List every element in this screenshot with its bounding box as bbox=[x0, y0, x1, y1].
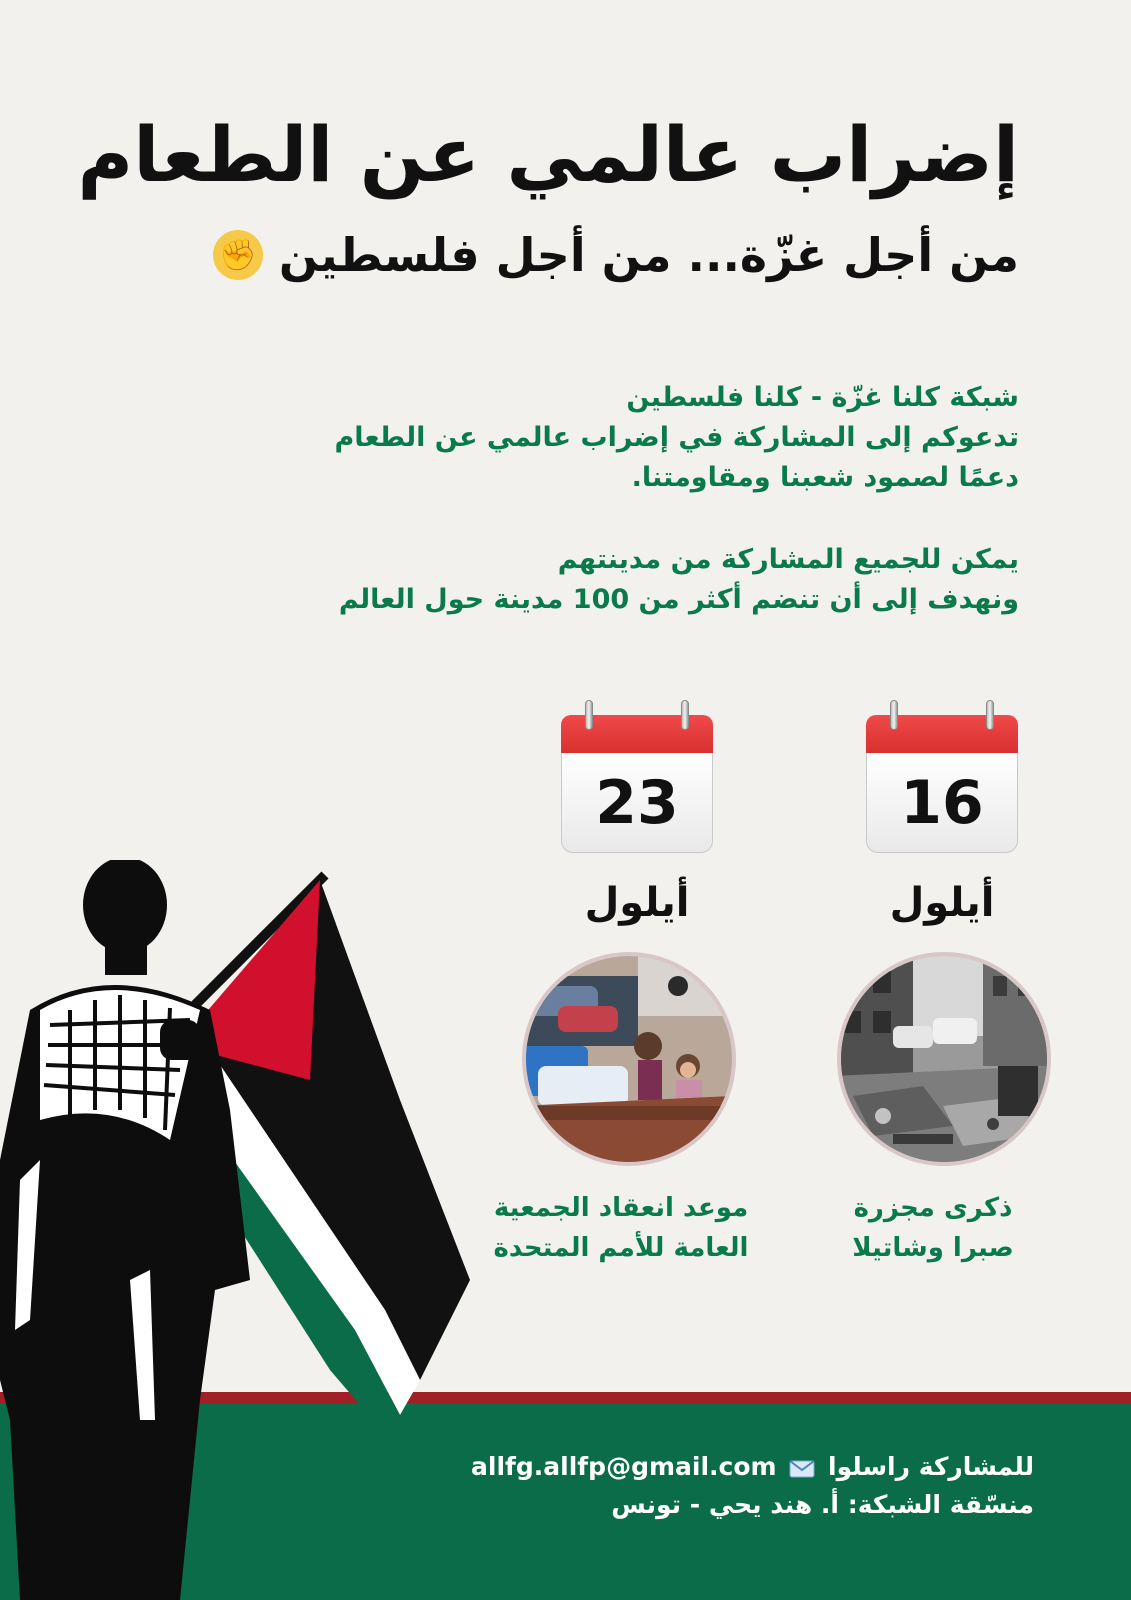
invitation-line: دعمًا لصمود شعبنا ومقاومتنا. bbox=[631, 462, 1019, 493]
invitation-line: شبكة كلنا غزّة - كلنا فلسطين bbox=[626, 382, 1019, 413]
calendar-ring bbox=[585, 700, 593, 730]
event-caption bbox=[838, 1188, 1028, 1268]
calendar-day: 23 bbox=[561, 753, 713, 853]
contact-line bbox=[471, 1448, 1034, 1486]
invitation-line: تدعوكم إلى المشاركة في إضراب عالمي عن الطعام bbox=[334, 422, 1019, 453]
participation-line: يمكن للجميع المشاركة من مدينتهم bbox=[557, 544, 1019, 575]
calendar-icon bbox=[561, 700, 713, 860]
calendar-ring bbox=[986, 700, 994, 730]
calendar-header bbox=[866, 715, 1018, 753]
contact-prefix: للمشاركة راسلوا bbox=[828, 1452, 1034, 1481]
invitation-paragraph bbox=[259, 378, 1019, 498]
subtitle-text: من أجل غزّة... من أجل فلسطين bbox=[278, 228, 1019, 282]
coordinator-line: منسّقة الشبكة: أ. هند يحي - تونس bbox=[611, 1490, 1034, 1519]
caption-line: العامة للأمم المتحدة bbox=[493, 1233, 749, 1263]
calendar-ring bbox=[681, 700, 689, 730]
page-subtitle bbox=[213, 228, 1019, 282]
calendar-header bbox=[561, 715, 713, 753]
calendar-ring bbox=[890, 700, 898, 730]
man-head bbox=[83, 860, 167, 953]
gaza-children-photo bbox=[522, 952, 736, 1166]
event-caption bbox=[461, 1188, 781, 1268]
raised-fist-icon: ✊ bbox=[213, 230, 263, 280]
man-with-flag-illustration bbox=[0, 860, 480, 1600]
calendar-month: أيلول bbox=[889, 880, 995, 926]
sabra-shatila-photo bbox=[837, 952, 1051, 1166]
calendar-month: أيلول bbox=[584, 880, 690, 926]
email-link[interactable]: allfg.allfp@gmail.com bbox=[471, 1452, 777, 1481]
caption-line: موعد انعقاد الجمعية bbox=[493, 1193, 749, 1223]
envelope-icon bbox=[789, 1458, 815, 1478]
calendar-icon bbox=[866, 700, 1018, 860]
footer-contact bbox=[471, 1448, 1034, 1524]
caption-line: ذكرى مجزرة bbox=[853, 1193, 1013, 1223]
participation-line: ونهدف إلى أن تنضم أكثر من 100 مدينة حول العالم bbox=[338, 584, 1019, 615]
calendar-day: 16 bbox=[866, 753, 1018, 853]
caption-line: صبرا وشاتيلا bbox=[852, 1233, 1014, 1263]
participation-paragraph bbox=[259, 540, 1019, 620]
page-title: إضراب عالمي عن الطعام bbox=[77, 110, 1019, 199]
